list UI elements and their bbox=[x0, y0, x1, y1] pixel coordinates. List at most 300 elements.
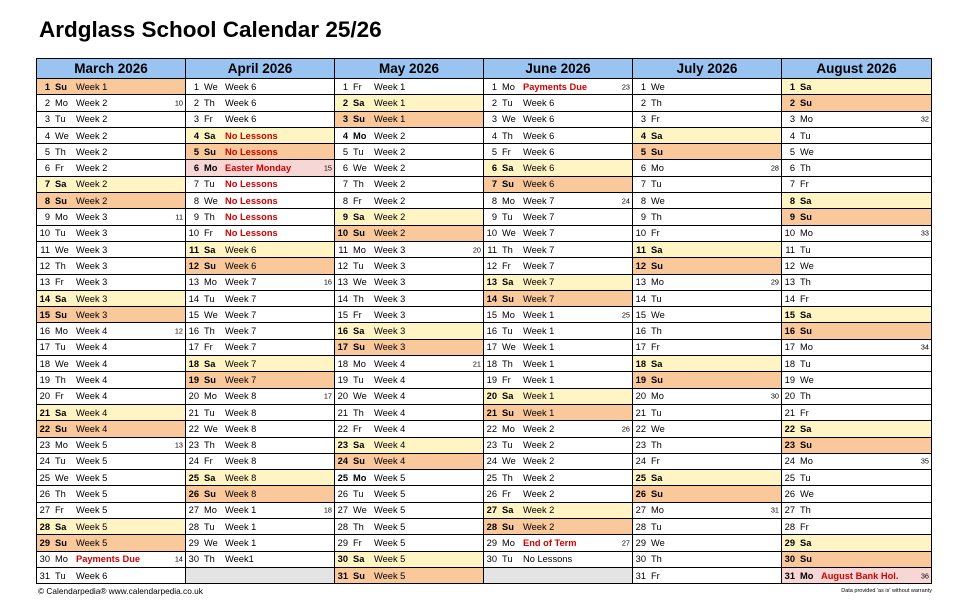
day-number: 8 bbox=[193, 195, 199, 206]
weekday: Tu bbox=[502, 440, 513, 451]
day-row bbox=[484, 535, 632, 551]
weekday: Su bbox=[353, 228, 365, 239]
day-row bbox=[335, 291, 483, 307]
day-number: 11 bbox=[189, 244, 199, 255]
day-number: 8 bbox=[640, 195, 646, 206]
day-number: 13 bbox=[39, 277, 50, 288]
day-row bbox=[782, 128, 931, 144]
weekday: Tu bbox=[55, 114, 66, 125]
day-note: Week 6 bbox=[523, 146, 555, 157]
day-row bbox=[633, 112, 781, 128]
week-number: 29 bbox=[770, 277, 779, 287]
day-number: 4 bbox=[193, 130, 199, 141]
day-row bbox=[37, 421, 185, 437]
day-note: Week 1 bbox=[225, 537, 257, 548]
day-row bbox=[37, 144, 185, 160]
weekday: Fr bbox=[651, 342, 660, 353]
day-row bbox=[782, 405, 931, 421]
day-number: 4 bbox=[789, 130, 795, 141]
weekday: We bbox=[800, 260, 814, 271]
day-row bbox=[633, 568, 781, 583]
weekday: Su bbox=[55, 537, 67, 548]
weekday: Tu bbox=[353, 146, 364, 157]
weekday: Mo bbox=[502, 537, 515, 548]
day-row bbox=[484, 307, 632, 323]
weekday: We bbox=[204, 423, 218, 434]
day-number: 21 bbox=[784, 407, 795, 418]
day-number: 16 bbox=[39, 326, 50, 337]
weekday: Mo bbox=[502, 81, 515, 92]
weekday: Tu bbox=[353, 260, 364, 271]
day-row bbox=[484, 193, 632, 209]
day-number: 25 bbox=[337, 472, 348, 483]
day-row bbox=[335, 144, 483, 160]
day-note: Week 2 bbox=[523, 423, 555, 434]
day-row bbox=[335, 503, 483, 519]
day-row bbox=[633, 275, 781, 291]
day-note: Week 1 bbox=[225, 521, 257, 532]
day-row bbox=[335, 323, 483, 339]
weekday: Sa bbox=[502, 391, 514, 402]
day-number: 9 bbox=[789, 212, 795, 223]
weekday: Mo bbox=[651, 391, 664, 402]
day-note: Week 8 bbox=[225, 456, 257, 467]
day-number: 6 bbox=[789, 163, 795, 174]
day-number: 3 bbox=[193, 114, 199, 125]
weekday: We bbox=[353, 277, 367, 288]
day-note: Payments Due bbox=[523, 81, 588, 92]
day-row bbox=[335, 421, 483, 437]
day-row bbox=[186, 421, 334, 437]
weekday: Fr bbox=[651, 456, 660, 467]
weekday: We bbox=[502, 456, 516, 467]
day-note: End of Term bbox=[523, 537, 577, 548]
day-note: Week 1 bbox=[523, 407, 555, 418]
day-row bbox=[186, 438, 334, 454]
day-row bbox=[782, 568, 931, 583]
day-number: 12 bbox=[337, 260, 348, 271]
month-column bbox=[782, 59, 931, 583]
day-number: 20 bbox=[486, 391, 497, 402]
day-note: Week 3 bbox=[76, 293, 108, 304]
day-row bbox=[37, 389, 185, 405]
day-number: 5 bbox=[342, 146, 348, 157]
weekday: Fr bbox=[353, 309, 362, 320]
day-row bbox=[186, 226, 334, 242]
day-number: 28 bbox=[635, 521, 646, 532]
day-row bbox=[782, 486, 931, 502]
day-number: 13 bbox=[188, 277, 199, 288]
day-note: No Lessons bbox=[225, 130, 278, 141]
day-note: No Lessons bbox=[225, 212, 278, 223]
day-number: 16 bbox=[337, 326, 348, 337]
day-row bbox=[782, 275, 931, 291]
day-row bbox=[633, 307, 781, 323]
day-row bbox=[186, 307, 334, 323]
day-number: 17 bbox=[39, 342, 50, 353]
weekday: Sa bbox=[55, 521, 67, 532]
day-note: No Lessons bbox=[225, 228, 278, 239]
day-row bbox=[37, 372, 185, 388]
weekday: Fr bbox=[204, 342, 213, 353]
weekday: We bbox=[651, 81, 665, 92]
day-row bbox=[633, 340, 781, 356]
day-number: 14 bbox=[188, 293, 199, 304]
weekday: Sa bbox=[353, 212, 365, 223]
day-note: Week 8 bbox=[225, 489, 257, 500]
weekday: Tu bbox=[204, 293, 215, 304]
month-column bbox=[186, 59, 335, 583]
day-number: 30 bbox=[635, 554, 646, 565]
weekday: Mo bbox=[353, 130, 367, 141]
day-row bbox=[484, 177, 632, 193]
day-number: 12 bbox=[784, 260, 795, 271]
day-note: Week 1 bbox=[523, 391, 555, 402]
weekday: Mo bbox=[502, 195, 515, 206]
day-note: Week 5 bbox=[374, 537, 406, 548]
day-number: 17 bbox=[188, 342, 199, 353]
day-row bbox=[37, 323, 185, 339]
day-number: 3 bbox=[491, 114, 497, 125]
day-row bbox=[484, 340, 632, 356]
day-row bbox=[186, 568, 334, 583]
weekday: Su bbox=[204, 489, 216, 500]
day-note: Week 1 bbox=[76, 81, 108, 92]
footer-credit[interactable]: © Calendarpedia® www.calendarpedia.co.uk bbox=[38, 586, 203, 596]
day-number: 4 bbox=[44, 130, 50, 141]
day-number: 11 bbox=[636, 244, 646, 255]
day-row bbox=[335, 568, 483, 583]
day-row bbox=[186, 128, 334, 144]
day-row bbox=[37, 258, 185, 274]
day-row bbox=[484, 389, 632, 405]
day-row bbox=[633, 193, 781, 209]
day-note: Week 4 bbox=[374, 456, 406, 467]
day-note: August Bank Hol. bbox=[821, 570, 899, 581]
day-row bbox=[37, 291, 185, 307]
day-row bbox=[484, 438, 632, 454]
day-row bbox=[186, 209, 334, 225]
day-note: Week 4 bbox=[76, 374, 108, 385]
weekday: Th bbox=[502, 244, 513, 255]
day-row bbox=[633, 389, 781, 405]
day-row bbox=[782, 177, 931, 193]
day-row bbox=[633, 209, 781, 225]
day-note: Week 5 bbox=[374, 472, 406, 483]
day-note: Week 6 bbox=[225, 81, 257, 92]
day-note: Week1 bbox=[225, 554, 254, 565]
day-row bbox=[782, 356, 931, 372]
day-note: Week 5 bbox=[374, 505, 406, 516]
day-row bbox=[186, 389, 334, 405]
day-row bbox=[484, 275, 632, 291]
day-note: Week 7 bbox=[523, 195, 555, 206]
day-row bbox=[186, 323, 334, 339]
day-number: 19 bbox=[188, 374, 199, 385]
day-row bbox=[484, 258, 632, 274]
day-number: 13 bbox=[784, 277, 795, 288]
day-number: 16 bbox=[784, 326, 795, 337]
weekday: Th bbox=[651, 440, 662, 451]
weekday: Su bbox=[800, 326, 812, 337]
weekday: Mo bbox=[800, 570, 814, 581]
day-note: Week 5 bbox=[76, 456, 108, 467]
day-number: 29 bbox=[784, 537, 795, 548]
week-number: 18 bbox=[323, 505, 332, 515]
day-number: 1 bbox=[44, 81, 50, 92]
day-row bbox=[782, 112, 931, 128]
weekday: Mo bbox=[800, 114, 813, 125]
day-row bbox=[37, 503, 185, 519]
day-row bbox=[484, 209, 632, 225]
day-number: 12 bbox=[635, 260, 646, 271]
weekday: Tu bbox=[651, 293, 662, 304]
day-row bbox=[633, 144, 781, 160]
day-row bbox=[633, 486, 781, 502]
day-row bbox=[37, 438, 185, 454]
day-row bbox=[335, 226, 483, 242]
day-row bbox=[633, 519, 781, 535]
day-note: Week 2 bbox=[76, 97, 108, 108]
day-number: 4 bbox=[342, 130, 348, 141]
day-number: 25 bbox=[635, 472, 646, 483]
weekday: Tu bbox=[651, 179, 662, 190]
day-row bbox=[633, 258, 781, 274]
day-number: 20 bbox=[188, 391, 199, 402]
month-column bbox=[633, 59, 782, 583]
weekday: Fr bbox=[353, 195, 362, 206]
day-row bbox=[186, 291, 334, 307]
day-number: 8 bbox=[342, 195, 348, 206]
day-number: 15 bbox=[39, 309, 50, 320]
month-column bbox=[484, 59, 633, 583]
weekday: Fr bbox=[651, 228, 660, 239]
day-row bbox=[633, 95, 781, 111]
day-number: 8 bbox=[491, 195, 497, 206]
day-row bbox=[335, 438, 483, 454]
day-number: 30 bbox=[188, 554, 199, 565]
weekday: Mo bbox=[204, 277, 217, 288]
day-number: 1 bbox=[640, 81, 646, 92]
day-row bbox=[37, 568, 185, 583]
weekday: Fr bbox=[651, 114, 660, 125]
week-number: 34 bbox=[920, 342, 929, 352]
day-number: 26 bbox=[635, 489, 646, 500]
day-row bbox=[335, 177, 483, 193]
weekday: Fr bbox=[800, 407, 809, 418]
day-note: Week 4 bbox=[76, 358, 108, 369]
day-number: 24 bbox=[188, 456, 199, 467]
day-number: 17 bbox=[635, 342, 646, 353]
weekday: Sa bbox=[651, 244, 663, 255]
day-note: Week 7 bbox=[225, 293, 257, 304]
weekday: Th bbox=[204, 326, 215, 337]
weekday: Fr bbox=[204, 114, 213, 125]
day-number: 5 bbox=[789, 146, 795, 157]
day-number: 12 bbox=[39, 260, 50, 271]
weekday: Th bbox=[800, 505, 811, 516]
day-note: Week 7 bbox=[523, 228, 555, 239]
day-number: 28 bbox=[486, 521, 497, 532]
weekday: Th bbox=[651, 326, 662, 337]
day-number: 25 bbox=[486, 472, 497, 483]
day-row bbox=[186, 144, 334, 160]
day-number: 14 bbox=[39, 293, 50, 304]
day-number: 4 bbox=[640, 130, 646, 141]
day-note: Week 2 bbox=[523, 472, 555, 483]
day-number: 25 bbox=[39, 472, 50, 483]
day-note: Week 7 bbox=[225, 326, 257, 337]
day-row bbox=[186, 340, 334, 356]
weekday: Mo bbox=[651, 505, 664, 516]
day-row bbox=[633, 177, 781, 193]
day-number: 24 bbox=[337, 456, 348, 467]
day-row bbox=[782, 307, 931, 323]
weekday: Tu bbox=[55, 456, 66, 467]
weekday: Fr bbox=[55, 391, 64, 402]
day-number: 19 bbox=[39, 374, 50, 385]
weekday: Th bbox=[800, 391, 811, 402]
week-number: 30 bbox=[770, 391, 779, 401]
week-number: 17 bbox=[323, 391, 332, 401]
day-row bbox=[782, 438, 931, 454]
day-row bbox=[633, 242, 781, 258]
weekday: Fr bbox=[55, 277, 64, 288]
day-number: 18 bbox=[188, 358, 199, 369]
weekday: We bbox=[800, 374, 814, 385]
day-note: Week 3 bbox=[76, 260, 108, 271]
day-number: 6 bbox=[491, 163, 497, 174]
weekday: Tu bbox=[651, 407, 662, 418]
day-number: 15 bbox=[784, 309, 795, 320]
day-row bbox=[186, 242, 334, 258]
weekday: Sa bbox=[800, 423, 812, 434]
day-row bbox=[37, 177, 185, 193]
day-row bbox=[484, 226, 632, 242]
day-note: Week 4 bbox=[76, 407, 108, 418]
month-header: July 2026 bbox=[633, 59, 781, 79]
day-row bbox=[782, 193, 931, 209]
weekday: Fr bbox=[800, 293, 809, 304]
day-note: Week 4 bbox=[374, 440, 406, 451]
day-row bbox=[484, 519, 632, 535]
day-number: 23 bbox=[635, 440, 646, 451]
day-row bbox=[186, 79, 334, 95]
weekday: Fr bbox=[55, 163, 64, 174]
day-row bbox=[633, 128, 781, 144]
week-number: 21 bbox=[472, 359, 481, 369]
day-note: Week 4 bbox=[76, 342, 108, 353]
week-number: 15 bbox=[323, 163, 332, 173]
weekday: Tu bbox=[502, 326, 513, 337]
weekday: Fr bbox=[800, 521, 809, 532]
day-row bbox=[335, 372, 483, 388]
day-number: 6 bbox=[342, 163, 348, 174]
day-row bbox=[37, 128, 185, 144]
day-row bbox=[335, 193, 483, 209]
day-number: 19 bbox=[486, 374, 497, 385]
day-row bbox=[484, 568, 632, 583]
weekday: We bbox=[204, 537, 218, 548]
weekday: Fr bbox=[55, 505, 64, 516]
weekday: Mo bbox=[651, 277, 664, 288]
day-note: Week 2 bbox=[76, 195, 108, 206]
day-row bbox=[633, 291, 781, 307]
day-row bbox=[484, 144, 632, 160]
weekday: We bbox=[651, 195, 665, 206]
weekday: Su bbox=[55, 423, 67, 434]
day-note: Week 6 bbox=[225, 97, 257, 108]
day-number: 12 bbox=[486, 260, 497, 271]
day-number: 22 bbox=[39, 423, 50, 434]
day-number: 22 bbox=[337, 423, 348, 434]
day-row bbox=[782, 144, 931, 160]
day-number: 23 bbox=[486, 440, 497, 451]
day-number: 18 bbox=[784, 358, 795, 369]
day-row bbox=[186, 356, 334, 372]
weekday: Fr bbox=[204, 456, 213, 467]
weekday: Fr bbox=[651, 570, 660, 581]
weekday: Tu bbox=[800, 358, 811, 369]
day-note: Week 8 bbox=[225, 472, 257, 483]
day-number: 14 bbox=[784, 293, 795, 304]
day-row bbox=[335, 275, 483, 291]
day-number: 27 bbox=[188, 505, 199, 516]
day-note: Week 4 bbox=[374, 407, 406, 418]
day-row bbox=[484, 79, 632, 95]
day-number: 5 bbox=[193, 146, 199, 157]
weekday: Th bbox=[204, 554, 215, 565]
weekday: We bbox=[204, 309, 218, 320]
day-row bbox=[186, 95, 334, 111]
day-row bbox=[335, 486, 483, 502]
weekday: Tu bbox=[502, 212, 513, 223]
day-number: 16 bbox=[486, 326, 497, 337]
day-number: 25 bbox=[784, 472, 795, 483]
weekday: Sa bbox=[800, 309, 812, 320]
weekday: Th bbox=[353, 179, 364, 190]
day-number: 15 bbox=[337, 309, 348, 320]
weekday: Mo bbox=[800, 342, 813, 353]
weekday: Su bbox=[55, 195, 67, 206]
weekday: Sa bbox=[353, 97, 365, 108]
day-row bbox=[335, 258, 483, 274]
weekday: Th bbox=[353, 293, 364, 304]
day-row bbox=[335, 95, 483, 111]
weekday: Su bbox=[800, 97, 812, 108]
day-number: 28 bbox=[188, 521, 199, 532]
day-note: Week 1 bbox=[523, 309, 555, 320]
day-number: 7 bbox=[491, 179, 497, 190]
weekday: Sa bbox=[651, 472, 663, 483]
day-number: 9 bbox=[193, 212, 199, 223]
day-note: Week 7 bbox=[523, 212, 555, 223]
month-header: June 2026 bbox=[484, 59, 632, 79]
day-row bbox=[782, 421, 931, 437]
day-row bbox=[782, 291, 931, 307]
day-row bbox=[484, 112, 632, 128]
day-note: Week 7 bbox=[523, 277, 555, 288]
weekday: Su bbox=[651, 489, 663, 500]
day-note: Week 6 bbox=[225, 114, 257, 125]
weekday: Mo bbox=[204, 505, 217, 516]
day-number: 21 bbox=[337, 407, 348, 418]
weekday: Mo bbox=[353, 358, 366, 369]
day-row bbox=[37, 160, 185, 176]
day-number: 1 bbox=[491, 81, 497, 92]
weekday: Th bbox=[55, 374, 66, 385]
week-number: 25 bbox=[621, 310, 630, 320]
